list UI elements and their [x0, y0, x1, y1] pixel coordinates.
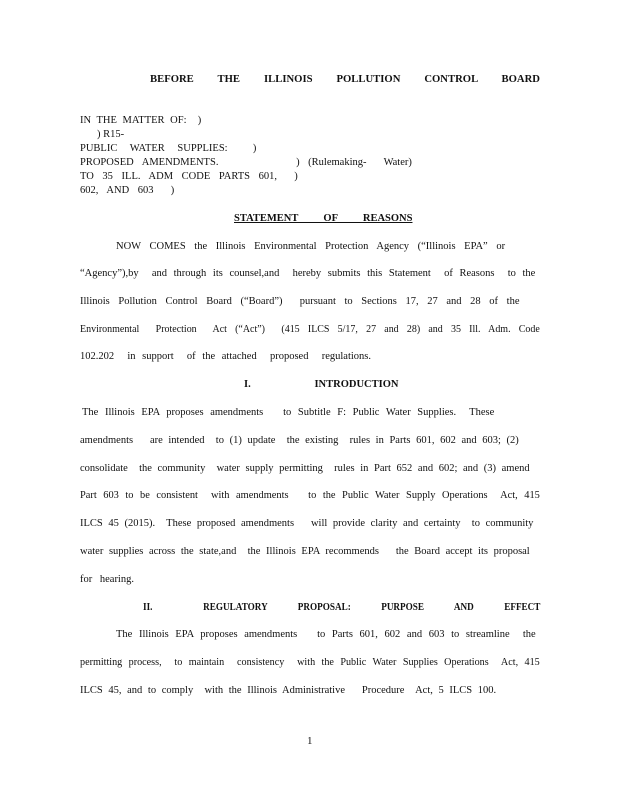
intro-line-2: “Agency”),by and through its counsel,and hereby submits this Statement of Reasons to the	[80, 268, 536, 279]
intro-line-5: 102.202 in support of the attached proposed regulations.	[80, 351, 371, 362]
page-number: 1	[307, 735, 313, 747]
section1-line-7: for hearing.	[80, 574, 134, 585]
document-title: BEFORE THE ILLINOIS POLLUTION CONTROL BOARD	[150, 73, 541, 85]
section1-line-4: Part 603 to be consistent with amendments to the Public Water Supply Operations Act, 415	[80, 490, 540, 501]
section1-line-6: water supplies across the state,and the Illinois EPA recommends the Board accept its proposal	[80, 546, 530, 557]
section2-line-2: permitting process, to maintain consistency with the Public Water Supplies Operations Act, 415	[80, 657, 540, 668]
section1-line-1: The Illinois EPA proposes amendments to Subtitle F: Public Water Supplies. These	[82, 407, 495, 418]
section1-line-5: ILCS 45 (2015). These proposed amendments will provide clarity and certainty to community	[80, 518, 534, 529]
section-introduction-heading: I. INTRODUCTION	[244, 379, 399, 390]
caption-line-6: 602, AND 603 )	[80, 185, 175, 196]
section-regulatory-proposal-heading: II. REGULATORY PROPOSAL: PURPOSE AND EFFECT	[143, 602, 541, 613]
intro-line-4: Environmental Protection Act (“Act”) (415 ILCS 5/17, 27 and 28) and 35 Ill. Adm. Code	[80, 324, 540, 335]
caption-line-2: ) R15-	[97, 129, 125, 140]
intro-line-1: NOW COMES the Illinois Environmental Protection Agency (“Illinois EPA” or	[116, 241, 506, 252]
intro-line-3: Illinois Pollution Control Board (“Board”) pursuant to Sections 17, 27 and 28 of the	[80, 296, 520, 307]
caption-line-3: PUBLIC WATER SUPPLIES: )	[80, 143, 257, 154]
caption-line-4: PROPOSED AMENDMENTS. ) (Rulemaking- Water)	[80, 157, 412, 168]
section2-line-3: ILCS 45, and to comply with the Illinois Administrative Procedure Act, 5 ILCS 100.	[80, 685, 497, 696]
section1-line-2: amendments are intended to (1) update the existing rules in Parts 601, 602 and 603; (2)	[80, 435, 519, 446]
section1-line-3: consolidate the community water supply permitting rules in Part 652 and 602; and (3) amend	[80, 463, 530, 474]
statement-of-reasons-heading: STATEMENT OF REASONS	[234, 213, 413, 224]
caption-line-1: IN THE MATTER OF: )	[80, 115, 202, 126]
section2-line-1: The Illinois EPA proposes amendments to Parts 601, 602 and 603 to streamline the	[116, 629, 536, 640]
caption-line-5: TO 35 ILL. ADM CODE PARTS 601, )	[80, 171, 298, 182]
